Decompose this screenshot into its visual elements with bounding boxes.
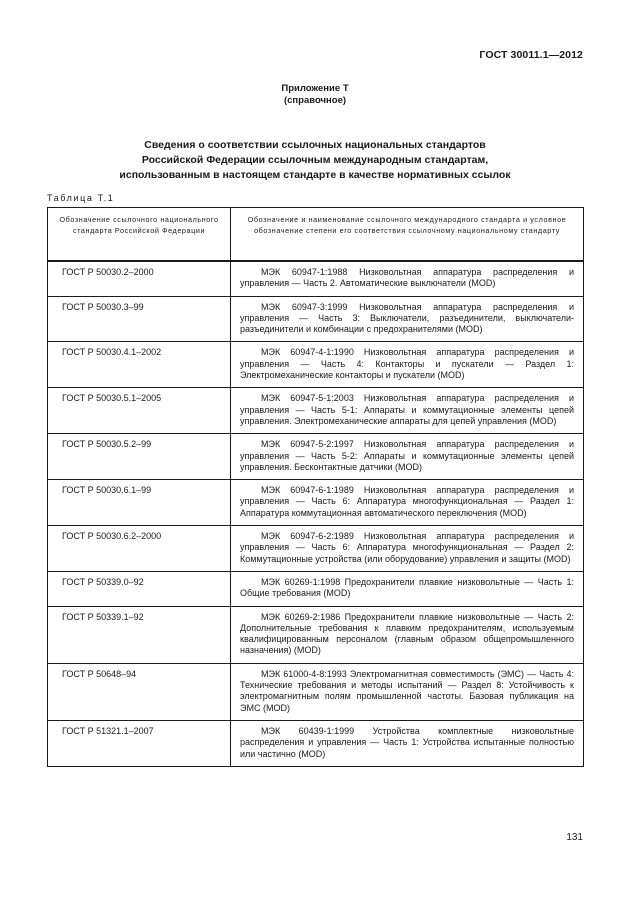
standard-description: МЭК 60269-1:1998 Предохранители плавкие низковольтные — Часть 1: Общие требования (MOD) [240,576,574,599]
section-title-line-2: Российской Федерации ссылочным международным стандартам, [141,154,489,166]
table-row [48,261,584,296]
standard-description: МЭК 61000-4-8:1993 Электромагнитная совместимость (ЭМС) — Часть 4: Технические требования и методы испытаний — Раздел 8: Устойчивость к электромагнитным полям промышленной частоты. Базовая публикация на ЭМС (MOD) [240,668,574,713]
standard-description: МЭК 60947-3:1999 Низковольтная аппаратура распределения и управления — Часть 3: Выключатели, разъединители, выключатели-разъединители и комбинации с предохранителями (MOD) [240,301,574,335]
section-title-line-1: Сведения о соответствии ссылочных национальных стандартов [144,139,486,151]
national-standard-cell: ГОСТ Р 50030.3–99 [48,296,231,342]
international-standard-cell [231,571,584,606]
international-standard-cell [231,663,584,720]
table-row [48,606,584,663]
header-national-standard: Обозначение ссылочного национального стандарта Российской Федерации [48,208,231,262]
table-body [48,261,584,766]
table-row [48,480,584,526]
international-standard-cell [231,388,584,434]
table-row [48,388,584,434]
annex-type: (справочное) [283,95,347,106]
national-standard-cell: ГОСТ Р 50030.6.2–2000 [48,526,231,572]
national-standard-cell: ГОСТ Р 51321.1–2007 [48,720,231,766]
header-international-standard: Обозначение и наименование ссылочного международного стандарта и условное обозначение степени его соответствия ссылочному национальному стандарту [231,208,584,262]
table-row [48,571,584,606]
table-row [48,296,584,342]
international-standard-cell [231,296,584,342]
national-standard-cell: ГОСТ Р 50030.6.1–99 [48,480,231,526]
standard-description: МЭК 60947-5-2:1997 Низковольтная аппаратура распределения и управления — Часть 5-2: Аппараты и коммутационные элементы цепей управления. Бесконтактные датчики (MOD) [240,439,574,472]
national-standard-cell: ГОСТ Р 50030.2–2000 [48,261,231,296]
international-standard-cell [231,480,584,526]
standard-description: МЭК 60947-5-1:2003 Низковольтная аппаратура распределения и управления — Часть 5-1: Аппараты и коммутационные элементы цепей управления. Электромеханические аппараты для цепей управления (MOD) [240,393,574,426]
international-standard-cell [231,720,584,766]
table-row [48,342,584,388]
national-standard-cell: ГОСТ Р 50030.4.1–2002 [48,342,231,388]
national-standard-cell: ГОСТ Р 50030.5.2–99 [48,434,231,480]
national-standard-cell: ГОСТ Р 50030.5.1–2005 [48,388,231,434]
section-title [0,138,630,183]
standard-description: МЭК 60947-6-2:1989 Низковольтная аппаратура распределения и управления — Часть 6: Аппаратура многофункциональная — Раздел 2: Коммутационные устройства (или оборудование) управления и защиты (MOD) [240,531,574,564]
table-row [48,663,584,720]
national-standard-cell: ГОСТ Р 50339.1–92 [48,606,231,663]
annex-title: Приложение Т [281,83,349,94]
international-standard-cell [231,342,584,388]
international-standard-cell [231,526,584,572]
section-title-line-3: использованным в настоящем стандарте в качестве нормативных ссылок [119,169,511,181]
international-standard-cell [231,434,584,480]
international-standard-cell [231,261,584,296]
table-row [48,434,584,480]
standard-description: МЭК 60439-1:1999 Устройства комплектные низковольтные распределения и управления — Часть 1: Устройства испытанные полностью или частично (MOD) [240,725,574,759]
national-standard-cell: ГОСТ Р 50339.0–92 [48,571,231,606]
page-number: 131 [566,832,583,843]
reference-table [47,207,584,767]
table-header-row [48,208,584,262]
national-standard-cell: ГОСТ Р 50648–94 [48,663,231,720]
standard-description: МЭК 60947-4-1:1990 Низковольтная аппаратура распределения и управления — Часть 4: Контакторы и пускатели — Раздел 1: Электромеханические контакторы и пускатели (MOD) [240,347,574,381]
standard-description: МЭК 60947-6-1:1989 Низковольтная аппаратура распределения и управления — Часть 6: Аппаратура многофункциональная — Раздел 1: Аппаратура коммутационная автоматического переключения (MOD) [240,485,574,518]
document-code: ГОСТ 30011.1—2012 [479,49,583,61]
international-standard-cell [231,606,584,663]
standard-description: МЭК 60269-2:1986 Предохранители плавкие низковольтные — Часть 2: Дополнительные требования к плавким предохранителям, используемым квалифицированным персоналом (главным образом общепромышленного назначения) (MOD) [240,611,574,656]
table-row [48,720,584,766]
annex-heading [0,83,630,107]
table-label: Таблица Т.1 [47,193,115,203]
standard-description: МЭК 60947-1:1988 Низковольтная аппаратура распределения и управления — Часть 2. Автоматические выключатели (MOD) [240,267,574,289]
table-row [48,526,584,572]
